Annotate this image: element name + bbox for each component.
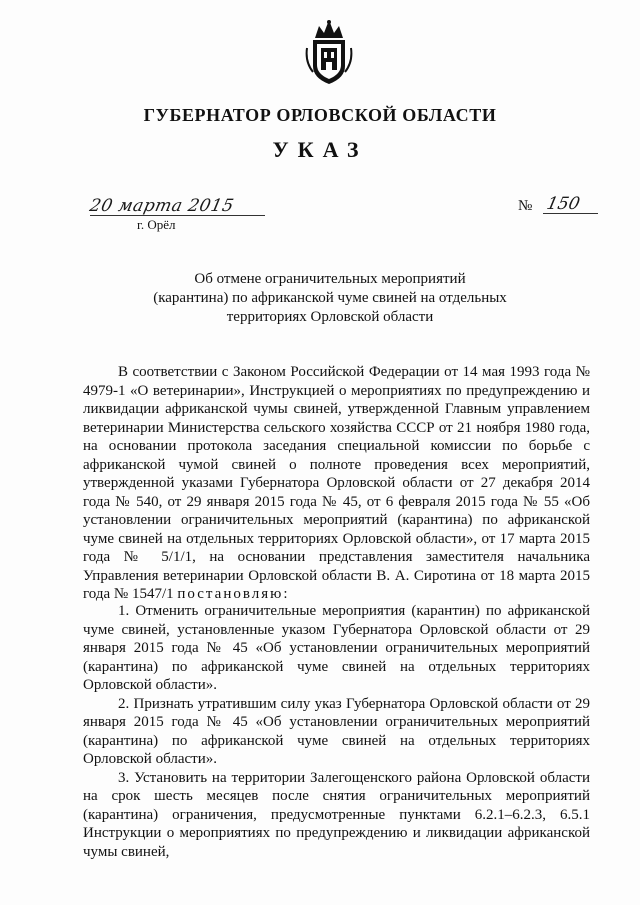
- decree-word: постановляю:: [177, 586, 290, 602]
- preamble-text: В соответствии с Законом Российской Федерации от 14 мая 1993 года № 4979-1 «О ветеринарии», Инструкцией о мероприятиях по предупреждению и ликвидации африканской чумы свиней, утвержденной Главным управлением ветеринарии Министерства сельского хозяйства СССР от 21 ноября 1980 года, на основании протокола заседания специальной комиссии по борьбе с африканской чумой свиней о полноте проведения всех мероприятий, утвержденной указами Губернатора Орловской области от 27 декабря 2014 года № 540, от 29 января 2015 года № 45, от 6 февраля 2015 года № 55 «Об установлении ограничительных мероприятий (карантина) по африканской чуме свиней на отдельных территориях Орловской области», от 17 марта 2015 года № 5/1/1, на основании представления заместителя начальника Управления ветеринарии Орловской области В. А. Сиротина от 18 марта 2015 года № 1547/1: [83, 364, 590, 602]
- handwritten-date: 20 марта 2015: [87, 196, 236, 216]
- issuing-authority: ГУБЕРНАТОР ОРЛОВСКОЙ ОБЛАСТИ: [143, 105, 497, 125]
- number-prefix: №: [518, 198, 533, 214]
- title-line: Об отмене ограничительных мероприятий: [194, 271, 466, 287]
- decree-item: 2. Признать утратившим силу указ Губернатора Орловской области от 29 января 2015 года № 45 «Об установлении ограничительных мероприятий (карантина) по африканской чуме свиней на отдельных территориях Орловской области».: [83, 695, 590, 767]
- title-line: (карантина) по африканской чуме свиней на отдельных: [153, 290, 507, 306]
- preamble: [83, 363, 590, 604]
- city-label: г. Орёл: [137, 217, 176, 232]
- handwritten-number: 150: [544, 194, 582, 214]
- decree-title: [140, 270, 520, 327]
- document-type: УКАЗ: [272, 137, 368, 162]
- oryol-coat-of-arms-icon: [305, 18, 353, 86]
- decree-items: [83, 602, 590, 861]
- number-underline: [543, 213, 598, 214]
- title-line: территориях Орловской области: [226, 309, 434, 325]
- date-underline: [90, 215, 265, 216]
- decree-item: 3. Установить на территории Залегощенского района Орловской области на срок шесть месяцев после снятия ограничительных мероприятий (карантина) ограничения, предусмотренные пунктами 6.2.1–6.2.3, 6.5.1 Инструкции о мероприятиях по предупреждению и ликвидации африканской чумы свиней,: [83, 769, 590, 860]
- decree-item: 1. Отменить ограничительные мероприятия (карантин) по африканской чуме свиней, установленные указом Губернатора Орловской области от 29 января 2015 года № 45 «Об установлении ограничительных мероприятий (карантина) по африканской чуме свиней на отдельных территориях Орловской области».: [83, 603, 590, 693]
